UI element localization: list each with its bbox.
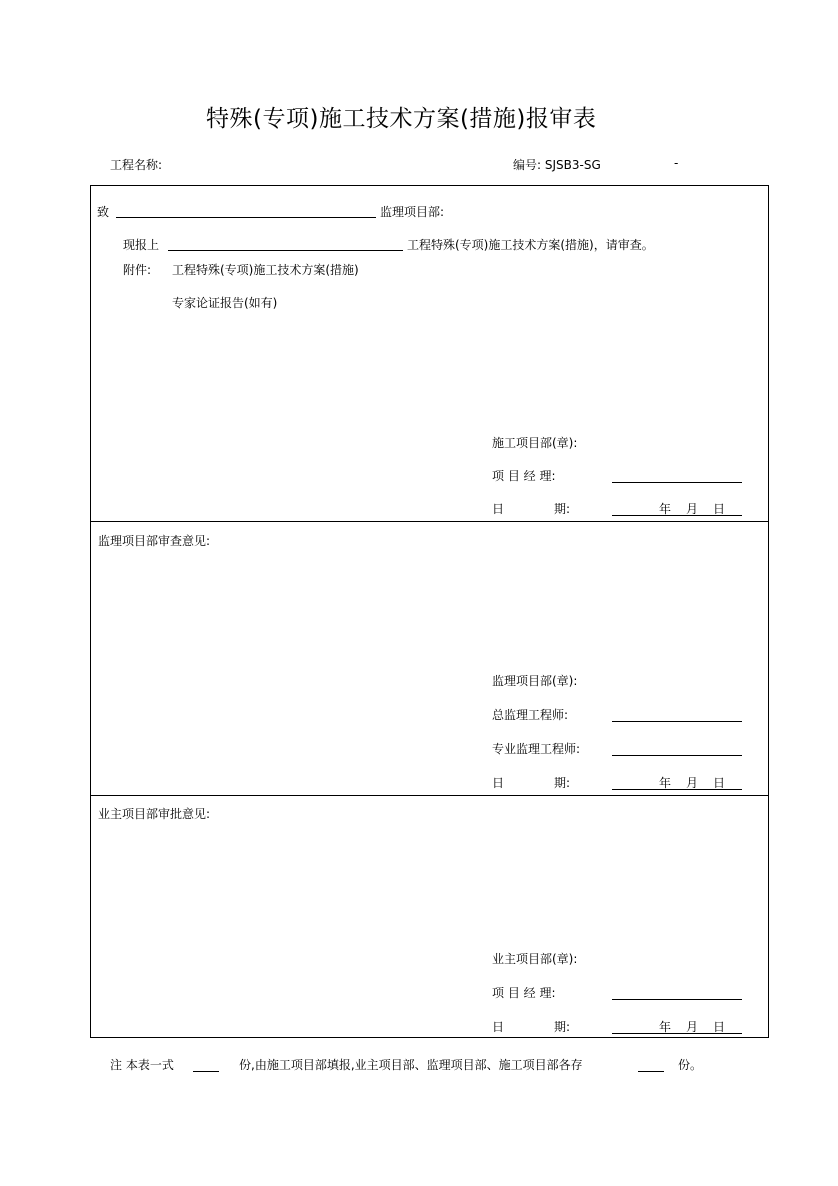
report-prefix: 现报上 [123, 238, 160, 252]
report-suffix: 工程特殊(专项)施工技术方案(措施)，请审查。 [407, 238, 654, 252]
project-manager-label: 项 目 经 理: [492, 469, 556, 483]
owner-manager-label: 项 目 经 理: [492, 986, 556, 1000]
copies-each-blank[interactable] [638, 1071, 664, 1072]
form-number-label: 编号: SJSB3-SG [513, 158, 601, 172]
date-year: 年 [659, 776, 672, 790]
note-suffix: 份。 [678, 1058, 703, 1072]
chief-engineer-label: 总监理工程师: [492, 708, 569, 722]
specialist-engineer-signature-line[interactable] [612, 755, 742, 756]
date-year: 年 [659, 1020, 672, 1034]
date-day: 日 [713, 776, 726, 790]
form-frame [90, 185, 769, 1038]
project-manager-signature-line[interactable] [612, 482, 742, 483]
attachment-item-2: 专家论证报告(如有) [172, 296, 278, 310]
to-prefix: 致 [97, 205, 110, 219]
note-middle: 份,由施工项目部填报,业主项目部、监理项目部、施工项目部各存 [239, 1058, 583, 1072]
date-month: 月 [686, 776, 699, 790]
date-day: 日 [713, 502, 726, 516]
date-label-char-2: 期: [554, 502, 571, 516]
section-divider-1 [90, 521, 769, 522]
to-suffix: 监理项目部: [380, 205, 445, 219]
date-month: 月 [686, 1020, 699, 1034]
section-divider-2 [90, 795, 769, 796]
project-name-label: 工程名称: [110, 158, 163, 172]
owner-approval-heading: 业主项目部审批意见: [98, 807, 211, 821]
supervision-review-heading: 监理项目部审查意见: [98, 534, 211, 548]
date-label-char-1: 日 [492, 502, 505, 516]
date-month: 月 [686, 502, 699, 516]
attachment-item-1: 工程特殊(专项)施工技术方案(措施) [172, 263, 359, 277]
date-line[interactable] [612, 789, 742, 790]
date-label-char-1: 日 [492, 776, 505, 790]
copies-total-blank[interactable] [193, 1071, 219, 1072]
date-line[interactable] [612, 1033, 742, 1034]
page-title: 特殊(专项)施工技术方案(措施)报审表 [206, 106, 597, 132]
date-label-char-1: 日 [492, 1020, 505, 1034]
supervision-seal-label: 监理项目部(章): [492, 674, 578, 688]
form-number-dash: - [674, 156, 679, 170]
date-year: 年 [659, 502, 672, 516]
project-name-blank[interactable] [168, 250, 403, 251]
note-prefix: 注 本表一式 [110, 1058, 174, 1072]
owner-seal-label: 业主项目部(章): [492, 952, 578, 966]
date-line[interactable] [612, 515, 742, 516]
supervision-dept-blank[interactable] [116, 217, 376, 218]
attachments-label: 附件: [123, 263, 152, 277]
date-label-char-2: 期: [554, 1020, 571, 1034]
chief-engineer-signature-line[interactable] [612, 721, 742, 722]
date-label-char-2: 期: [554, 776, 571, 790]
owner-manager-signature-line[interactable] [612, 999, 742, 1000]
construction-seal-label: 施工项目部(章): [492, 436, 578, 450]
specialist-engineer-label: 专业监理工程师: [492, 742, 581, 756]
date-day: 日 [713, 1020, 726, 1034]
